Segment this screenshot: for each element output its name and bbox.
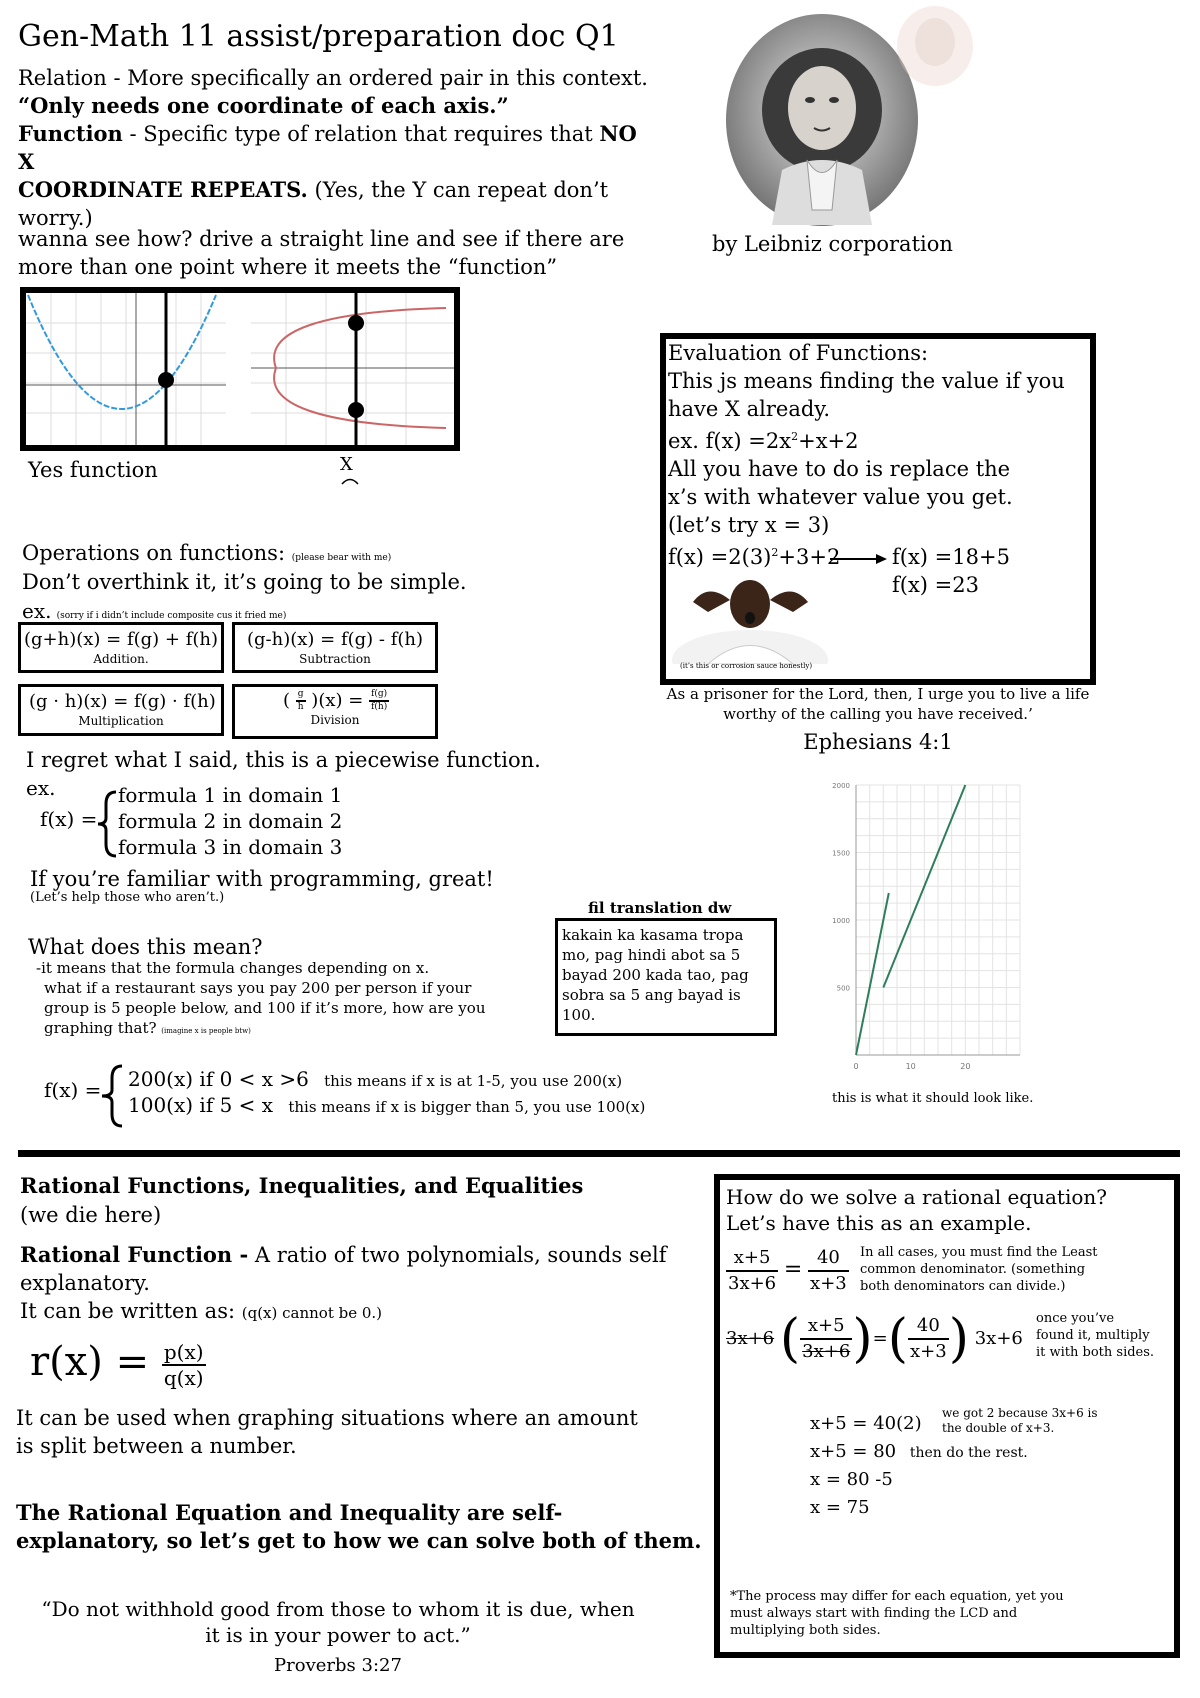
frown-icon [340, 470, 360, 480]
operations-title: Operations on functions: [22, 541, 286, 565]
rhs-fraction [808, 1246, 849, 1296]
rational-def-text-2: explanatory. [20, 1271, 150, 1295]
relation-definition [18, 64, 658, 232]
solve-heading-2: Let’s have this as an example. [726, 1211, 1032, 1235]
fil-line: 100. [562, 1006, 596, 1024]
paren-open: ( [887, 1309, 908, 1369]
lhs-fraction [726, 1246, 778, 1296]
explanation-line: -it means that the formula changes depending on x. [36, 959, 430, 977]
x-tick-label: 10 [905, 1062, 916, 1071]
ex-note: (sorry if i didn’t include composite cus it fried me) [56, 611, 287, 621]
vertical-line-test-graphs [20, 287, 460, 451]
process-footnote [730, 1588, 1170, 1639]
fil-line: bayad 200 kada tao, pag [562, 966, 749, 984]
explanation-line: graphing that? [44, 1019, 157, 1037]
piecewise-heading: I regret what I said, this is a piecewise function. [26, 748, 541, 772]
step-3: x = 80 -5 [810, 1469, 893, 1490]
footnote-line: must always start with finding the LCD and [730, 1606, 1018, 1621]
verse-reference: Proverbs 3:27 [274, 1655, 402, 1676]
rhs-num: 40 [808, 1246, 849, 1272]
division-fraction [296, 689, 306, 713]
yes-function-label: Yes function [28, 458, 158, 482]
lhs-den: 3x+6 [728, 1273, 777, 1294]
addition-label: Addition. [93, 652, 149, 666]
lcd-line: both denominators can divide.) [860, 1279, 1066, 1294]
relation-note: “Only needs one coordinate of each axis.” [18, 93, 509, 118]
division-paren: ( [283, 690, 291, 711]
graph-caption: this is what it should look like. [832, 1091, 1034, 1106]
intro-line: explanatory, so let’s get to how we can solve both of them. [16, 1528, 702, 1553]
use-line: is split between a number. [16, 1434, 297, 1458]
once-line: once you’ve [1036, 1311, 1115, 1326]
line-test-line-1: wanna see how? drive a straight line and see if there are [18, 227, 625, 251]
substitution-part: f(x) =2(3) [668, 545, 772, 569]
case-2: 100(x) if 5 < x [128, 1093, 274, 1117]
x-tick-label: 0 [853, 1062, 859, 1071]
formula-line: formula 3 in domain 3 [118, 835, 343, 859]
once-line: found it, multiply [1036, 1328, 1150, 1343]
verse-reference: Ephesians 4:1 [803, 730, 953, 754]
piecewise-ex: ex. [26, 776, 56, 800]
ephesians-verse [660, 684, 1096, 756]
fil-translation-box [555, 918, 777, 1036]
function-bold-1: NO X [18, 121, 637, 174]
rational-subheading: (we die here) [20, 1203, 162, 1227]
y-tick-label: 1500 [832, 849, 850, 858]
x-tick-label: 20 [960, 1062, 971, 1071]
example-equation [726, 1246, 849, 1296]
evaluation-example [668, 423, 1093, 455]
division-box [232, 684, 438, 739]
multiplication-box [18, 684, 224, 736]
rational-use [16, 1404, 706, 1460]
once-line: it with both sides. [1036, 1345, 1155, 1360]
evaluation-line: have X already. [668, 397, 831, 421]
evaluation-result [892, 543, 1010, 599]
leibniz-portrait [722, 10, 922, 230]
solve-heading [726, 1184, 1166, 1236]
result-line-2: f(x) =23 [892, 573, 979, 597]
function-bold-2: COORDINATE REPEATS. [18, 177, 308, 202]
multiplied-equation [726, 1309, 1023, 1369]
shocked-person-image [668, 572, 833, 664]
left-brace-icon [100, 1064, 124, 1128]
lcd-line: common denominator. (something [860, 1262, 1086, 1277]
addition-box [18, 622, 224, 673]
evaluation-line: This js means finding the value if you [668, 369, 1065, 393]
explanation-line: what if a restaurant says you pay 200 per person if your [44, 979, 472, 997]
series-line-1 [856, 893, 889, 1055]
piecewise-formulas [118, 782, 342, 860]
restaurant-cases [128, 1066, 645, 1118]
verse-line: it is in your power to act.” [205, 1623, 471, 1647]
division-formula [283, 689, 435, 713]
lcd-note [860, 1244, 1170, 1295]
result-line-1: f(x) =18+5 [892, 545, 1010, 569]
no-function-x: X [340, 454, 353, 475]
division-label: Division [310, 713, 360, 727]
example-exponent: 2 [791, 430, 799, 443]
fil-line: mo, pag hindi abot sa 5 [562, 946, 741, 964]
evaluation-line: x’s with whatever value you get. [668, 485, 1013, 509]
rhs-den: x+3 [810, 1273, 847, 1294]
paren-close: ) [948, 1309, 969, 1369]
case-1-note: this means if x is at 1-5, you use 200(x) [324, 1072, 623, 1090]
footnote-line: multiplying both sides. [730, 1623, 881, 1638]
function-text-2: (Yes, the Y can repeat don’t worry.) [18, 178, 609, 230]
fil-line: sobra sa 5 ang bayad is [562, 986, 741, 1004]
subtraction-box [232, 622, 438, 673]
division-mid: )(x) = [311, 690, 364, 711]
division-fnum: f(g) [369, 689, 389, 702]
piecewise-graph-svg [820, 775, 1030, 1075]
page-title: Gen-Math 11 assist/preparation doc Q1 [18, 19, 619, 54]
evaluation-content [668, 339, 1093, 571]
faded-face-icon [895, 4, 975, 88]
fil-line: kakain ka kasama tropa [562, 926, 744, 944]
programming-note: (Let’s help those who aren’t.) [30, 890, 225, 905]
proverbs-verse [18, 1596, 658, 1678]
once-note [1036, 1310, 1176, 1361]
paren-open: ( [779, 1309, 801, 1369]
multiplication-label: Multiplication [78, 714, 164, 728]
step-1: x+5 = 40(2) [810, 1413, 922, 1434]
step-2-note: then do the rest. [909, 1445, 1028, 1461]
evaluation-line: All you have to do is replace the [668, 457, 1011, 481]
y-tick-label: 500 [836, 984, 850, 993]
addition-formula: (g+h)(x) = f(g) + f(h) [23, 629, 219, 650]
step-2: x+5 = 80 [810, 1441, 897, 1462]
intro-line: The Rational Equation and Inequality are self- [16, 1500, 563, 1525]
rational-equation-intro [16, 1499, 706, 1555]
step-1-note-line: we got 2 because 3x+6 is [942, 1406, 1098, 1420]
operations-heading [22, 539, 391, 567]
formula-line: formula 2 in domain 2 [118, 809, 343, 833]
written-as: It can be written as: [20, 1299, 236, 1323]
lhs-num: x+5 [726, 1246, 778, 1272]
multiplier: 3x+6 [974, 1328, 1023, 1349]
portrait-caption: by Leibniz corporation [712, 232, 953, 256]
rational-def-text: A ratio of two polynomials, sounds self [248, 1243, 667, 1267]
written-as-note: (q(x) cannot be 0.) [241, 1304, 383, 1322]
example-part: ex. f(x) =2x [668, 429, 792, 453]
line-test-line-2: more than one point where it meets the “function” [18, 255, 558, 279]
mult-rhs-num: 40 [908, 1314, 949, 1340]
operations-note: (please bear with me) [291, 553, 392, 563]
rational-def-label: Rational Function - [20, 1242, 249, 1267]
evaluation-heading: Evaluation of Functions: [668, 341, 929, 365]
mult-lhs-fraction [800, 1314, 852, 1364]
footnote-line: *The process may differ for each equation, yet you [730, 1589, 1064, 1604]
function-label: Function [18, 121, 123, 146]
step-1-note-line: the double of x+3. [942, 1421, 1055, 1435]
case-1: 200(x) if 0 < x >6 [128, 1067, 309, 1091]
meme-caption: (it’s this or corrosion sauce honestly) [680, 662, 813, 670]
division-fden: f(h) [371, 702, 388, 712]
ex-label: ex. [22, 599, 52, 623]
rational-r: r(x) = [30, 1339, 150, 1385]
division-den: h [297, 702, 304, 712]
line-test-text [18, 225, 678, 281]
equals: = [872, 1328, 888, 1349]
use-line: It can be used when graphing situations where an amount [16, 1406, 638, 1430]
operations-example [22, 598, 286, 624]
y-tick-label: 2000 [832, 782, 850, 790]
step-1-note [942, 1406, 1142, 1436]
mult-lhs-num: x+5 [800, 1314, 852, 1340]
formula-line: formula 1 in domain 1 [118, 783, 343, 807]
verse-line: worthy of the calling you have received.’ [723, 705, 1033, 723]
fil-translation-text [562, 925, 774, 1025]
function-text: - Specific type of relation that requires that [122, 122, 600, 146]
relation-line: Relation - More specifically an ordered pair in this context. [18, 66, 648, 90]
solve-heading-1: How do we solve a rational equation? [726, 1185, 1107, 1209]
substitution-part: +3+2 [778, 545, 841, 569]
explanation-line: group is 5 people below, and 100 if it’s more, how are you [44, 999, 486, 1017]
multiplication-formula: (g · h)(x) = f(g) · f(h) [29, 691, 216, 712]
arrow-right-icon [830, 550, 888, 562]
struck-lcd: 3x+6 [726, 1328, 775, 1349]
paren-close: ) [852, 1309, 873, 1369]
operations-subtitle: Don’t overthink it, it’s going to be simple. [22, 570, 467, 594]
piecewise-fx: f(x) = [40, 807, 98, 831]
equals: = [783, 1257, 803, 1282]
programming-text: If you’re familiar with programming, great! [30, 867, 494, 891]
section-divider [18, 1150, 1180, 1157]
restaurant-fx: f(x) = [44, 1078, 102, 1102]
rational-q: q(x) [163, 1366, 204, 1390]
left-brace-icon [96, 790, 118, 858]
lcd-line: In all cases, you must find the Least [860, 1245, 1098, 1260]
mult-rhs-den: x+3 [910, 1341, 947, 1362]
verse-line: As a prisoner for the Lord, then, I urge you to live a life [666, 685, 1090, 703]
rational-fraction [162, 1340, 206, 1390]
rational-p: p(x) [163, 1340, 204, 1364]
subtraction-formula: (g-h)(x) = f(g) - f(h) [246, 629, 424, 650]
explanation-note: (imagine x is people btw) [161, 1027, 251, 1035]
example-part: +x+2 [798, 429, 859, 453]
what-does-this-mean: What does this mean? [28, 935, 263, 959]
rational-heading: Rational Functions, Inequalities, and Equalities [20, 1173, 584, 1198]
substitution-exponent: 2 [771, 546, 779, 559]
step-4: x = 75 [810, 1497, 870, 1518]
piecewise-graph [820, 775, 1030, 1075]
fil-translation-title: fil translation dw [588, 899, 732, 917]
y-tick-label: 1000 [832, 917, 850, 925]
mult-lhs-den: 3x+6 [802, 1341, 851, 1362]
mult-rhs-fraction [908, 1314, 949, 1364]
rational-definition [20, 1241, 700, 1325]
piecewise-explanation [36, 958, 546, 1038]
verse-line: “Do not withhold good from those to whom it is due, when [41, 1597, 635, 1621]
division-result-fraction [369, 689, 389, 713]
division-num: g [296, 689, 306, 702]
evaluation-line: (let’s try x = 3) [668, 513, 830, 537]
subtraction-label: Subtraction [299, 652, 371, 666]
rational-formula [30, 1338, 206, 1390]
case-2-note: this means if x is bigger than 5, you use 100(x) [288, 1098, 646, 1116]
